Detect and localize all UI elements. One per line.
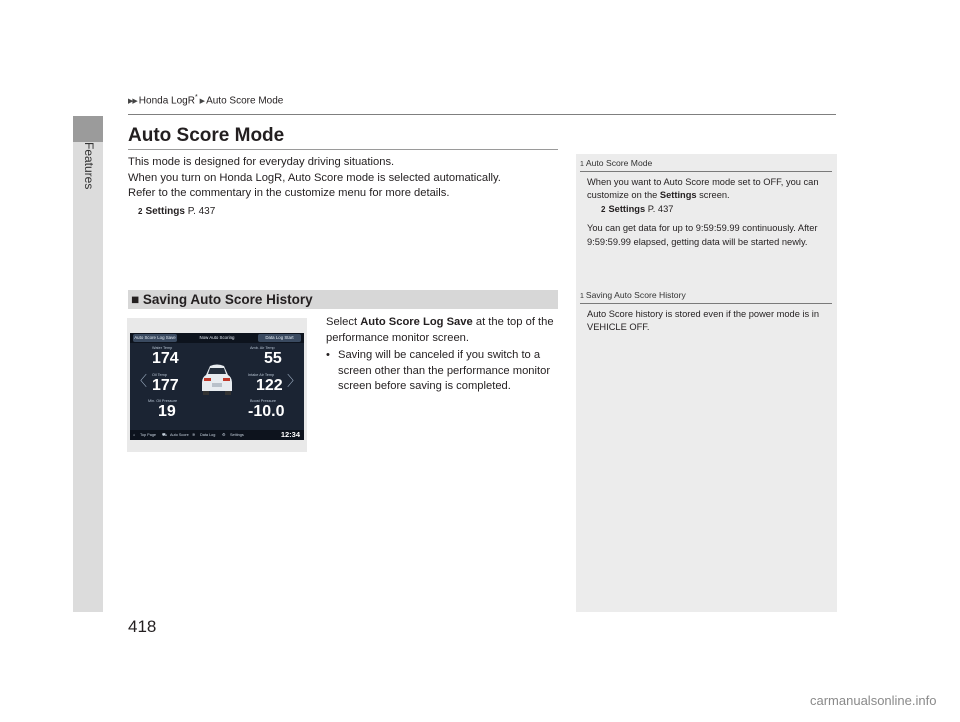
auto-score-log-save-button: Auto Score Log Save — [134, 335, 176, 340]
note-icon: 1 — [580, 161, 584, 168]
breadcrumb-arrow-icon: ▶▶ — [128, 98, 137, 106]
gear-icon: ⚙ — [222, 433, 226, 437]
reference-arrow-icon: 2 — [601, 204, 606, 214]
ambient-temp-label: Amb. Air Temp — [250, 346, 275, 350]
boost-pressure-value: -10.0 — [248, 403, 285, 420]
oil-pressure-value: 19 — [158, 403, 176, 420]
chevron-right-icon: 〉 — [287, 373, 301, 389]
car-icon: ⛟ — [162, 433, 167, 437]
intake-temp-label: Intake Air Temp — [248, 373, 275, 377]
intake-temp-value: 122 — [256, 377, 283, 394]
data-log-start-button: Data Log Start — [258, 334, 301, 342]
title-rule — [128, 149, 558, 150]
watermark: carmanualsonline.info — [810, 693, 937, 708]
intro-line: When you turn on Honda LogR, Auto Score mode is selected automatically. — [128, 171, 501, 184]
screen-bottom-bar — [130, 430, 304, 440]
screen-top-bar — [130, 333, 304, 343]
home-icon: ⌂ — [133, 433, 136, 437]
performance-monitor-illustration — [127, 318, 307, 452]
oil-pressure-label: Min. Oil Pressure — [148, 399, 178, 403]
water-temp-value: 174 — [152, 350, 179, 367]
intro-line: Refer to the commentary in the customize menu for more details. — [128, 187, 450, 199]
monitor-screen — [130, 333, 304, 440]
note-body: When you want to Auto Score mode set to OFF, you can customize on the Settings screen. 2 Settings P. 437 You can get data for up to 9:59:59.99 continuously. After 9:59:59.99 elapsed, getting data will be started newly. — [580, 176, 832, 249]
bullet-icon: • — [326, 349, 330, 361]
screen-clock: 12:34 — [280, 430, 300, 439]
nav-auto-score: Auto Score — [170, 433, 189, 437]
reference-link-label: Settings — [145, 205, 185, 217]
list-item — [326, 348, 560, 395]
breadcrumb-arrow-icon: ▶ — [199, 98, 205, 106]
saving-instructions — [326, 315, 560, 395]
note-body: Auto Score history is stored even if the power mode is in VEHICLE OFF. — [587, 309, 820, 333]
nav-data-log: Data Log — [200, 433, 216, 437]
now-auto-scoring-label: Now Auto Scoring — [199, 335, 235, 340]
water-temp-label: Water Temp — [152, 346, 173, 350]
reference-arrow-icon: 2 — [138, 206, 143, 216]
note-auto-score-mode — [580, 158, 832, 249]
reference-page: P. 437 — [187, 205, 216, 217]
chapter-tab — [73, 116, 103, 142]
breadcrumb — [128, 94, 283, 106]
intro-text — [128, 155, 558, 219]
note-heading: 1 Saving Auto Score History — [580, 290, 832, 304]
car-rear-icon — [200, 361, 234, 397]
settings-reference-link[interactable] — [138, 204, 558, 220]
oil-temp-value: 177 — [152, 377, 179, 394]
intro-line: This mode is designed for everyday driving situations. — [128, 156, 395, 168]
note-heading: 1 Auto Score Mode — [580, 158, 832, 172]
breadcrumb-item-honda-logr[interactable]: Honda LogR — [138, 95, 195, 107]
boost-pressure-label: Boost Pressure — [250, 399, 276, 403]
log-icon: ≋ — [192, 433, 196, 437]
page-number: 418 — [128, 617, 157, 636]
note-icon: 1 — [580, 293, 584, 300]
nav-settings: Settings — [230, 433, 244, 437]
select-instruction: Select Auto Score Log Save at the top of the performance monitor screen. — [326, 316, 554, 344]
note-saving-history — [580, 290, 832, 335]
section-heading: ■ Saving Auto Score History — [128, 290, 558, 309]
auto-score-log-save-term: Auto Score Log Save — [360, 316, 473, 328]
header-rule — [128, 114, 836, 115]
page-title: Auto Score Mode — [128, 125, 285, 146]
ambient-temp-value: 55 — [264, 350, 282, 367]
breadcrumb-item-auto-score-mode[interactable]: Auto Score Mode — [206, 95, 284, 107]
bullet-text: Saving will be canceled if you switch to a screen other than the performance monitor screen before saving is completed. — [338, 349, 551, 392]
nav-top-page: Top Page — [140, 433, 157, 437]
settings-reference-link[interactable]: 2 Settings P. 437 — [601, 203, 674, 214]
chapter-label: Features — [82, 142, 96, 190]
breadcrumb-asterisk: * — [194, 94, 198, 101]
oil-temp-label: Oil Temp — [152, 373, 167, 377]
chevron-left-icon: 〈 — [133, 373, 147, 389]
